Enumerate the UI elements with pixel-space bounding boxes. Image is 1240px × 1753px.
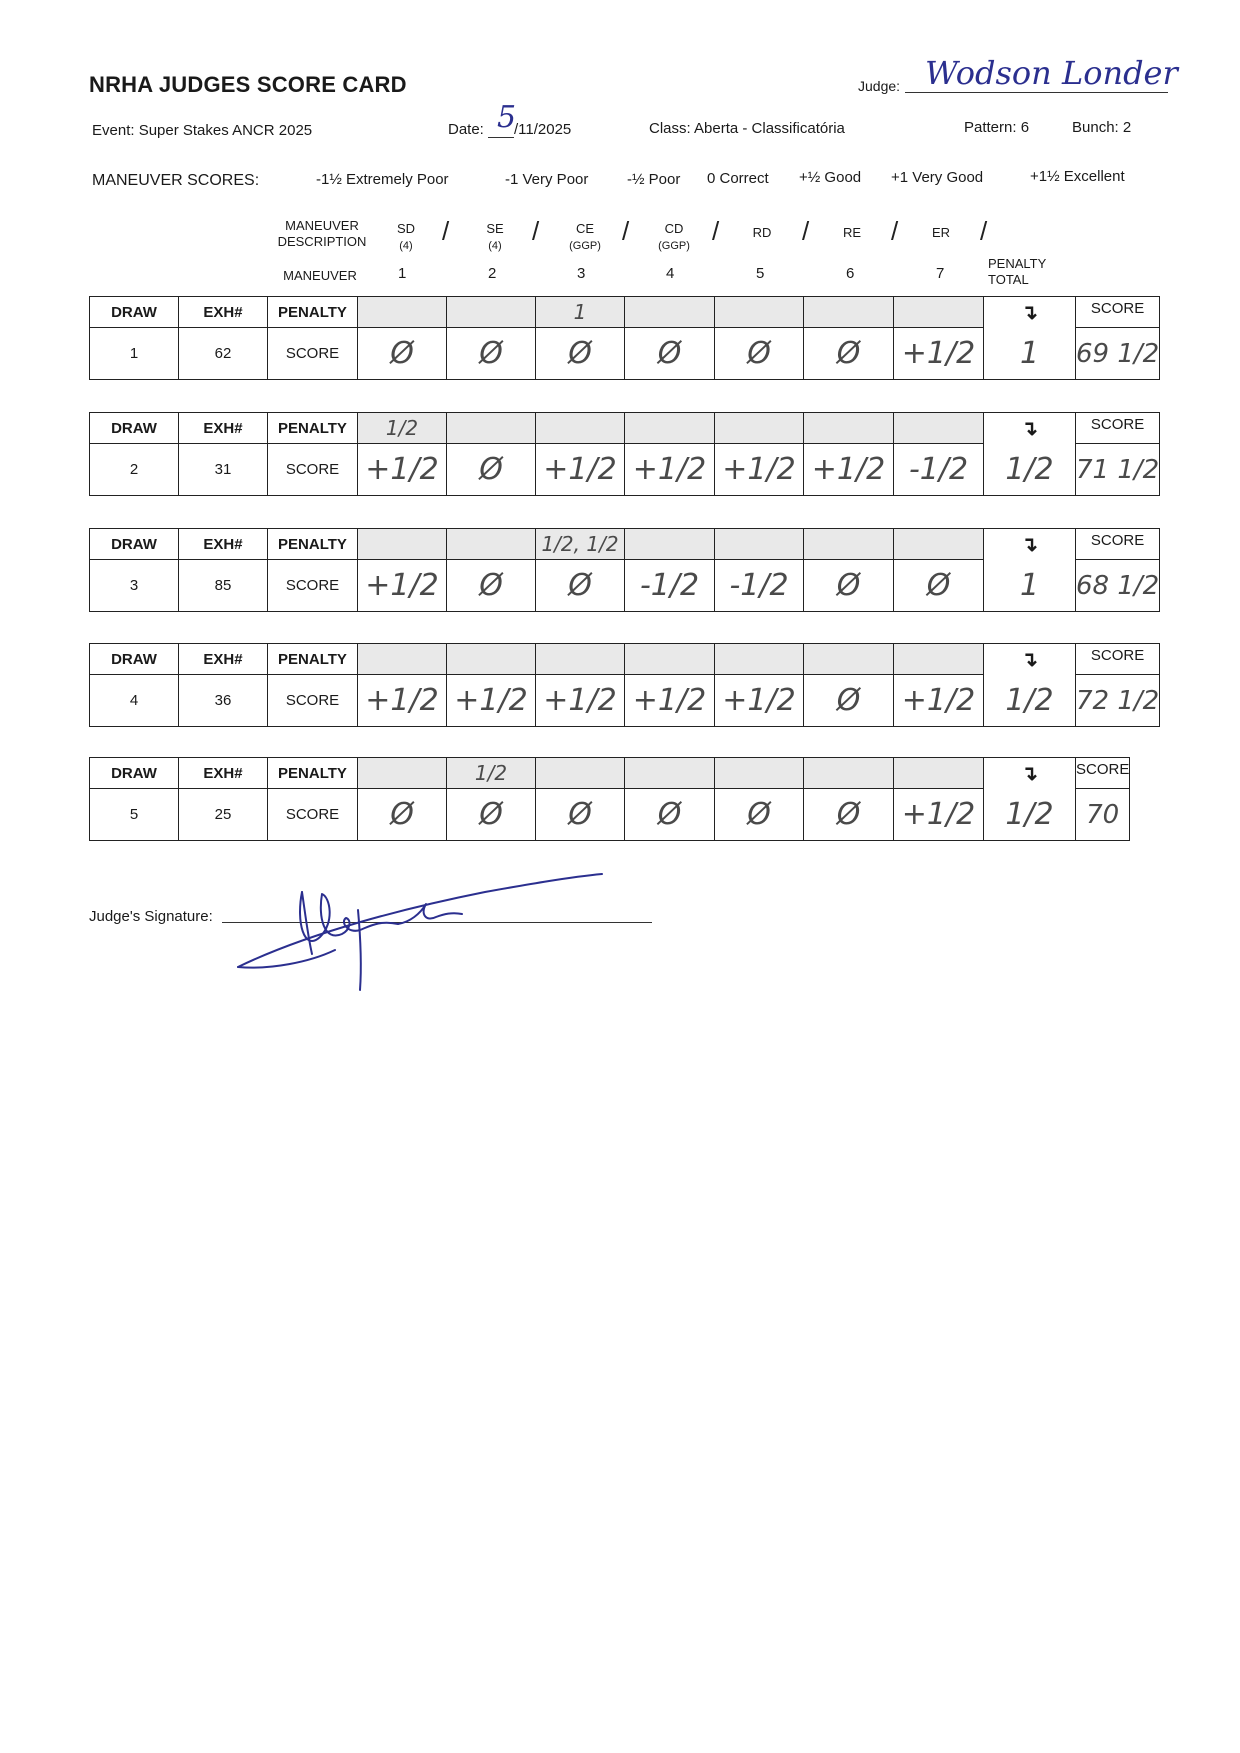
penalty-cell-2 — [447, 758, 536, 789]
signature-label: Judge's Signature: — [89, 908, 213, 925]
maneuver-score-6 — [804, 560, 894, 612]
penalty-cell-4 — [625, 297, 715, 328]
maneuver-score-5 — [715, 789, 804, 841]
maneuver-desc-1: SD (4) — [396, 221, 416, 252]
maneuver-score-2 — [447, 444, 536, 496]
penalty-cell-3 — [536, 644, 625, 675]
maneuver-score-6 — [804, 444, 894, 496]
penalty-value: 1 — [573, 300, 587, 324]
draw-table — [89, 296, 1160, 380]
maneuver-score-2 — [447, 675, 536, 727]
desc-divider: / — [712, 216, 720, 246]
exh-number: 31 — [179, 444, 268, 496]
date-rest: /11/2025 — [514, 121, 572, 138]
maneuver-score-2 — [447, 789, 536, 841]
maneuver-score-6 — [804, 328, 894, 380]
maneuver-score-1 — [358, 789, 447, 841]
maneuver-score-value: +1/2 — [722, 683, 796, 718]
penalty-cell-3 — [536, 297, 625, 328]
pattern-text: Pattern: 6 — [964, 119, 1030, 136]
maneuver-num-6: 6 — [846, 265, 855, 282]
penalty-total-label: PENALTY TOTAL — [988, 256, 1047, 287]
penalty-cell-3 — [536, 413, 625, 444]
maneuver-score-5 — [715, 328, 804, 380]
maneuver-score-5 — [715, 444, 804, 496]
penalty-cell-5 — [715, 758, 804, 789]
final-score — [1076, 444, 1160, 496]
arrow-down-icon: ↴ — [1021, 417, 1038, 440]
maneuver-score-value: Ø — [479, 336, 503, 371]
maneuver-score-value: +1/2 — [901, 336, 976, 371]
score-header: SCORE — [1076, 644, 1160, 675]
penalty-header: PENALTY — [268, 758, 358, 789]
card-title: NRHA JUDGES SCORE CARD — [89, 72, 407, 97]
maneuver-score-7 — [894, 560, 984, 612]
penalty-cell-7 — [894, 529, 984, 560]
maneuver-score-2 — [447, 560, 536, 612]
maneuver-score-value: Ø — [836, 568, 861, 603]
maneuver-num-4: 4 — [666, 265, 675, 282]
penalty-cell-5 — [715, 529, 804, 560]
draw-table — [89, 528, 1160, 612]
judge-label: Judge: — [858, 78, 901, 94]
maneuver-num-2: 2 — [488, 265, 497, 282]
exh-number: 36 — [179, 675, 268, 727]
penalty-cell-4 — [625, 644, 715, 675]
event-text: Event: Super Stakes ANCR 2025 — [92, 122, 313, 139]
maneuver-desc-6: RE — [842, 225, 862, 240]
maneuver-score-3 — [536, 789, 625, 841]
scale-very-poor: -1 Very Poor — [505, 171, 589, 188]
penalty-cell-6 — [804, 644, 894, 675]
penalty-total-arrow — [984, 413, 1076, 444]
draw-number: 2 — [90, 444, 179, 496]
penalty-cell-1 — [358, 413, 447, 444]
date-day-line — [488, 137, 514, 138]
maneuver-number-label: MANEUVER — [283, 268, 357, 283]
penalty-total-handwritten: 1 — [1019, 567, 1040, 603]
score-header: SCORE — [1076, 297, 1160, 328]
penalty-cell-4 — [625, 413, 715, 444]
maneuver-score-1 — [358, 444, 447, 496]
draw-header: DRAW — [90, 413, 179, 444]
maneuver-score-value: -1/2 — [729, 568, 789, 603]
score-header: SCORE — [1076, 413, 1160, 444]
desc-divider: / — [442, 216, 450, 246]
penalty-total-arrow — [984, 644, 1076, 675]
penalty-cell-4 — [625, 758, 715, 789]
draw-header: DRAW — [90, 644, 179, 675]
penalty-cell-5 — [715, 413, 804, 444]
maneuver-score-value: +1/2 — [365, 683, 439, 718]
signature-image — [230, 862, 610, 992]
penalty-cell-7 — [894, 644, 984, 675]
maneuver-score-value: Ø — [568, 797, 592, 832]
final-score-handwritten: 72 1/2 — [1076, 685, 1160, 716]
maneuver-score-4 — [625, 560, 715, 612]
maneuver-score-value: +1/2 — [632, 683, 707, 718]
maneuver-score-value: Ø — [836, 797, 861, 832]
maneuver-score-value: +1/2 — [365, 452, 439, 487]
penalty-cell-6 — [804, 529, 894, 560]
penalty-total-arrow — [984, 758, 1076, 789]
penalty-cell-1 — [358, 529, 447, 560]
penalty-total-value — [984, 328, 1076, 380]
maneuver-score-2 — [447, 328, 536, 380]
maneuver-score-5 — [715, 675, 804, 727]
desc-divider: / — [532, 216, 540, 246]
penalty-value: 1/2 — [385, 416, 419, 440]
maneuver-score-3 — [536, 675, 625, 727]
maneuver-score-value: Ø — [747, 797, 771, 832]
maneuver-score-value: +1/2 — [454, 683, 528, 718]
maneuver-score-value: Ø — [836, 336, 861, 371]
maneuver-score-value: Ø — [836, 683, 861, 718]
desc-divider: / — [802, 216, 810, 246]
arrow-down-icon: ↴ — [1021, 648, 1038, 671]
arrow-down-icon: ↴ — [1021, 762, 1038, 785]
maneuver-score-value: Ø — [390, 336, 414, 371]
penalty-cell-2 — [447, 529, 536, 560]
exh-header: EXH# — [179, 529, 268, 560]
maneuver-score-value: +1/2 — [543, 683, 617, 718]
penalty-cell-7 — [894, 297, 984, 328]
maneuver-score-7 — [894, 789, 984, 841]
final-score-handwritten: 68 1/2 — [1076, 570, 1160, 601]
maneuver-score-value: +1/2 — [901, 797, 976, 832]
final-score — [1076, 560, 1160, 612]
maneuver-score-value: Ø — [568, 336, 592, 371]
penalty-header: PENALTY — [268, 297, 358, 328]
score-row-label: SCORE — [268, 675, 358, 727]
penalty-cell-3 — [536, 758, 625, 789]
penalty-cell-7 — [894, 758, 984, 789]
maneuver-score-value: +1/2 — [901, 683, 976, 718]
maneuver-score-1 — [358, 328, 447, 380]
penalty-cell-1 — [358, 644, 447, 675]
maneuver-score-1 — [358, 675, 447, 727]
penalty-cell-3 — [536, 529, 625, 560]
exh-number: 62 — [179, 328, 268, 380]
maneuver-desc-4: CD (GGP) — [658, 221, 690, 252]
score-row-label: SCORE — [268, 328, 358, 380]
maneuver-num-7: 7 — [936, 265, 945, 282]
maneuver-score-4 — [625, 675, 715, 727]
final-score-handwritten: 69 1/2 — [1076, 338, 1160, 369]
maneuver-desc-7: ER — [931, 225, 951, 240]
maneuver-score-value: Ø — [926, 568, 951, 603]
penalty-value: 1/2 — [474, 761, 508, 785]
penalty-total-value — [984, 560, 1076, 612]
class-text: Class: Aberta - Classificatória — [649, 120, 845, 137]
penalty-cell-6 — [804, 413, 894, 444]
arrow-down-icon: ↴ — [1021, 533, 1038, 556]
penalty-header: PENALTY — [268, 413, 358, 444]
maneuver-score-value: +1/2 — [365, 568, 439, 603]
score-header: SCORE — [1076, 758, 1130, 789]
draw-number: 1 — [90, 328, 179, 380]
maneuver-score-value: -1/2 — [908, 452, 969, 487]
penalty-total-handwritten: 1/2 — [1005, 451, 1054, 487]
penalty-cell-5 — [715, 644, 804, 675]
penalty-cell-6 — [804, 758, 894, 789]
score-row-label: SCORE — [268, 560, 358, 612]
maneuver-score-value: Ø — [568, 568, 592, 603]
maneuver-score-value: Ø — [479, 568, 503, 603]
exh-header: EXH# — [179, 413, 268, 444]
final-score-handwritten: 71 1/2 — [1076, 454, 1160, 485]
desc-divider: / — [891, 216, 899, 246]
date-day-handwritten: 5 — [497, 100, 517, 135]
maneuver-score-value: +1/2 — [811, 452, 886, 487]
maneuver-num-1: 1 — [398, 265, 407, 282]
penalty-cell-1 — [358, 758, 447, 789]
penalty-cell-4 — [625, 529, 715, 560]
penalty-cell-6 — [804, 297, 894, 328]
penalty-total-handwritten: 1/2 — [1005, 682, 1054, 718]
draw-number: 3 — [90, 560, 179, 612]
penalty-cell-2 — [447, 297, 536, 328]
maneuver-score-value: +1/2 — [543, 452, 617, 487]
draw-table — [89, 757, 1130, 841]
maneuver-score-value: Ø — [657, 797, 682, 832]
desc-divider: / — [622, 216, 630, 246]
maneuver-scores-label: MANEUVER SCORES: — [92, 172, 260, 189]
maneuver-description-label: MANEUVER DESCRIPTION — [277, 218, 367, 249]
maneuver-desc-2: SE (4) — [486, 221, 504, 252]
penalty-total-value — [984, 675, 1076, 727]
score-header: SCORE — [1076, 529, 1160, 560]
maneuver-score-7 — [894, 675, 984, 727]
draw-header: DRAW — [90, 529, 179, 560]
bunch-text: Bunch: 2 — [1072, 119, 1132, 136]
penalty-cell-5 — [715, 297, 804, 328]
draw-number: 4 — [90, 675, 179, 727]
exh-number: 25 — [179, 789, 268, 841]
maneuver-desc-5: RD — [752, 225, 772, 240]
maneuver-num-3: 3 — [577, 265, 586, 282]
penalty-header: PENALTY — [268, 644, 358, 675]
penalty-total-arrow — [984, 529, 1076, 560]
maneuver-score-5 — [715, 560, 804, 612]
scale-very-good: +1 Very Good — [891, 169, 984, 186]
maneuver-score-7 — [894, 444, 984, 496]
maneuver-score-value: Ø — [390, 797, 414, 832]
draw-header: DRAW — [90, 758, 179, 789]
maneuver-score-value: +1/2 — [722, 452, 796, 487]
penalty-value: 1/2, 1/2 — [541, 532, 619, 556]
maneuver-score-4 — [625, 328, 715, 380]
maneuver-score-4 — [625, 789, 715, 841]
maneuver-score-6 — [804, 675, 894, 727]
scale-extremely-poor: -1½ Extremely Poor — [316, 171, 449, 188]
exh-number: 85 — [179, 560, 268, 612]
penalty-total-arrow — [984, 297, 1076, 328]
judge-name-handwritten: Wodson Londer — [925, 54, 1178, 92]
maneuver-score-value: Ø — [747, 336, 771, 371]
desc-divider: / — [980, 216, 988, 246]
score-row-label: SCORE — [268, 789, 358, 841]
maneuver-score-value: Ø — [479, 452, 503, 487]
final-score-handwritten: 70 — [1086, 799, 1120, 830]
maneuver-score-3 — [536, 328, 625, 380]
final-score — [1076, 789, 1130, 841]
maneuver-num-5: 5 — [756, 265, 765, 282]
scale-poor: -½ Poor — [627, 171, 681, 188]
penalty-cell-1 — [358, 297, 447, 328]
scale-correct: 0 Correct — [707, 170, 769, 187]
maneuver-score-4 — [625, 444, 715, 496]
date-label: Date: — [448, 121, 484, 138]
maneuver-score-value: Ø — [657, 336, 682, 371]
maneuver-score-7 — [894, 328, 984, 380]
final-score — [1076, 328, 1160, 380]
penalty-total-handwritten: 1/2 — [1005, 796, 1054, 832]
penalty-total-value — [984, 444, 1076, 496]
score-row-label: SCORE — [268, 444, 358, 496]
draw-header: DRAW — [90, 297, 179, 328]
maneuver-score-value: +1/2 — [632, 452, 707, 487]
final-score — [1076, 675, 1160, 727]
judge-line — [905, 92, 1168, 93]
maneuver-score-value: Ø — [479, 797, 503, 832]
exh-header: EXH# — [179, 297, 268, 328]
maneuver-score-1 — [358, 560, 447, 612]
maneuver-desc-3: CE (GGP) — [569, 221, 601, 252]
penalty-total-handwritten: 1 — [1019, 335, 1040, 371]
scale-excellent: +1½ Excellent — [1030, 168, 1125, 185]
maneuver-score-3 — [536, 444, 625, 496]
draw-number: 5 — [90, 789, 179, 841]
maneuver-score-value: -1/2 — [639, 568, 700, 603]
exh-header: EXH# — [179, 644, 268, 675]
penalty-header: PENALTY — [268, 529, 358, 560]
draw-table — [89, 412, 1160, 496]
maneuver-score-3 — [536, 560, 625, 612]
penalty-cell-7 — [894, 413, 984, 444]
arrow-down-icon: ↴ — [1021, 301, 1038, 324]
maneuver-score-6 — [804, 789, 894, 841]
penalty-cell-2 — [447, 644, 536, 675]
scale-good: +½ Good — [799, 169, 862, 186]
penalty-total-value — [984, 789, 1076, 841]
exh-header: EXH# — [179, 758, 268, 789]
draw-table — [89, 643, 1160, 727]
penalty-cell-2 — [447, 413, 536, 444]
